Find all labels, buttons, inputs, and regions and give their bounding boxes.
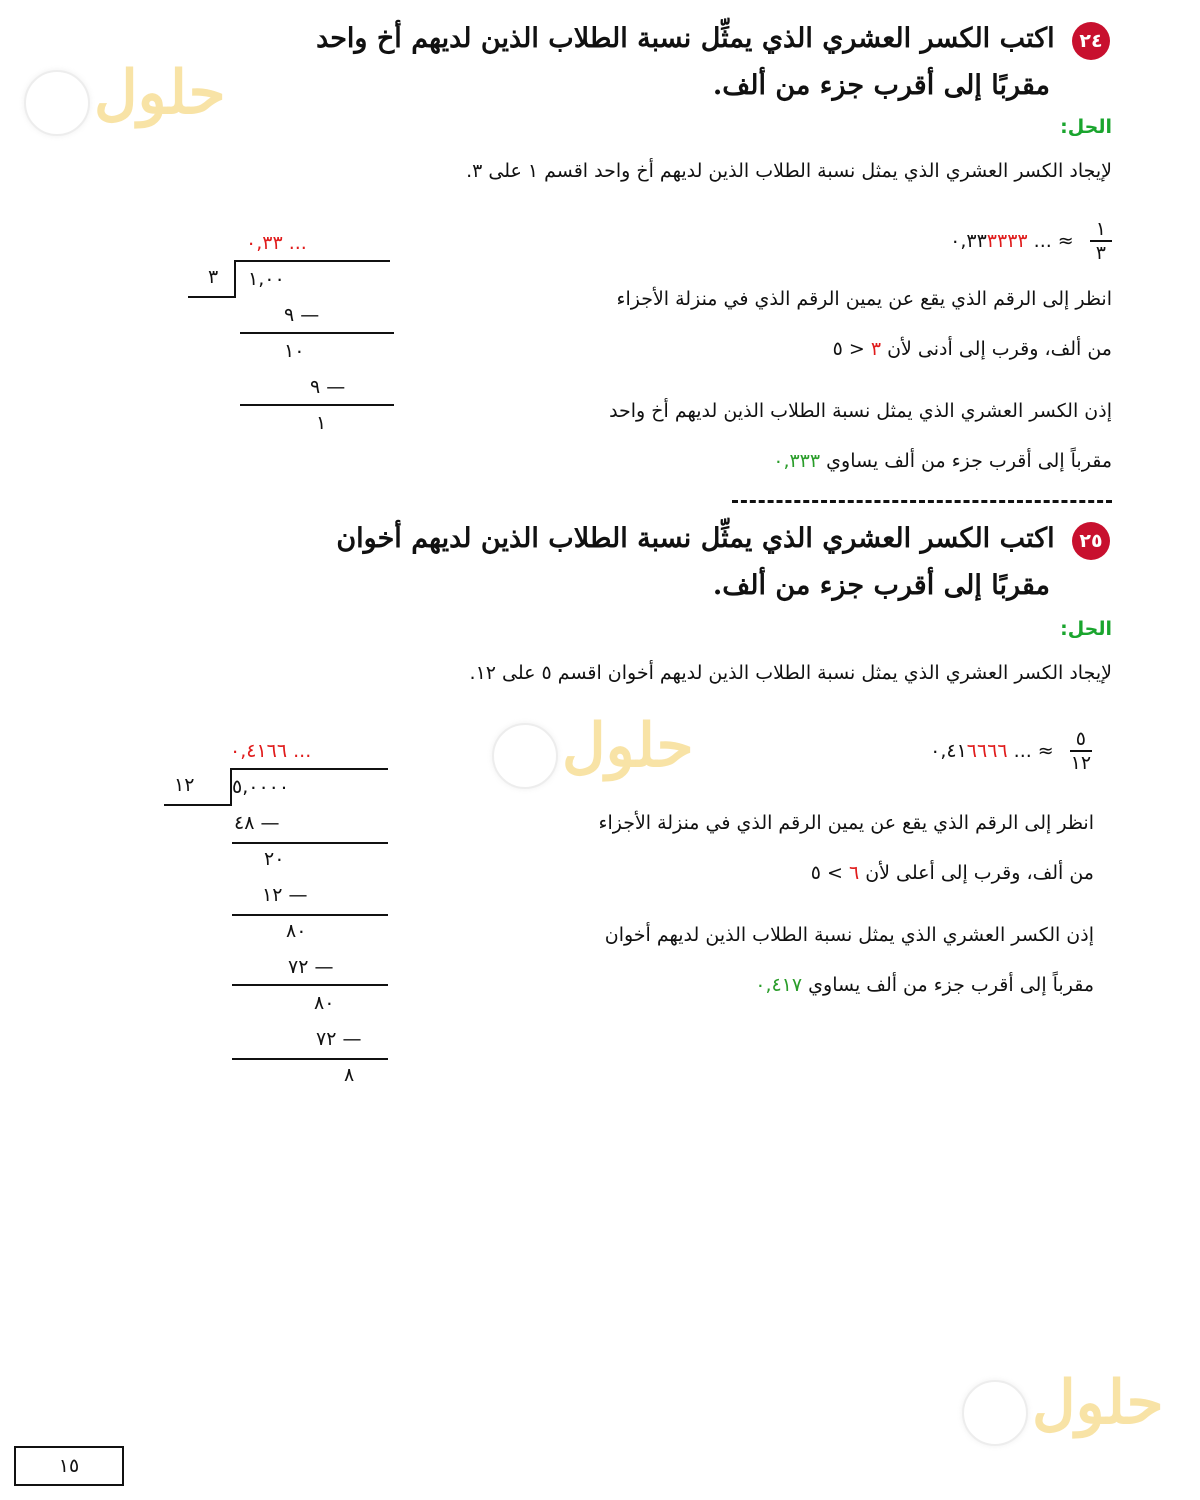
fraction [1070, 728, 1092, 774]
question-number-badge: ٢٥ [1072, 522, 1110, 560]
question-title-line1: ٢٤ اكتب الكسر العشري الذي يمثِّل نسبة الطلاب الذين لديهم أخ واحد [316, 22, 1110, 60]
question-number-badge: ٢٤ [1072, 22, 1110, 60]
watermark-logo-top-left [24, 58, 234, 142]
solution-label: الحل: [1060, 116, 1112, 138]
fraction-numerator: ٥ [1070, 728, 1092, 752]
answer-value: ٠,٣٣٣ [773, 450, 821, 472]
long-division [188, 230, 398, 440]
quotient: ٠,٣٣ ... [246, 232, 307, 254]
division-step: ٨ [344, 1064, 355, 1086]
solution-intro: لإيجاد الكسر العشري الذي يمثل نسبة الطلاب الذين لديهم أخوان اقسم ٥ على ١٢. [469, 662, 1112, 684]
question-title-line2: مقربًا إلى أقرب جزء من ألف. [712, 70, 1050, 101]
fraction-denominator: ١٢ [1070, 752, 1092, 774]
dividend: ١,٠٠ [248, 268, 285, 290]
logo-circle-icon [962, 1380, 1028, 1446]
look-line2: من ألف، وقرب إلى أدنى لأن ٣ < ٥ [832, 338, 1112, 360]
divisor: ١٢ [174, 774, 195, 796]
dividend: ٥,٠٠٠٠ [232, 776, 290, 798]
division-step: ٧٢ — [288, 956, 334, 978]
look-line1: انظر إلى الرقم الذي يقع عن يمين الرقم الذي في منزلة الأجزاء [616, 288, 1112, 310]
division-step: ٨٠ [314, 992, 335, 1014]
solution-label: الحل: [1060, 618, 1112, 640]
conclusion-line2: مقرباً إلى أقرب جزء من ألف يساوي ٠,٣٣٣ [773, 450, 1112, 472]
division-step: ٢٠ [264, 848, 285, 870]
solution-intro: لإيجاد الكسر العشري الذي يمثل نسبة الطلاب الذين لديهم أخ واحد اقسم ١ على ٣. [466, 160, 1112, 182]
division-step: ٤٨ — [234, 812, 280, 834]
approx-value: ≈ ... ٠,٣٣٣٣٣٣ [950, 229, 1074, 252]
conclusion-line1: إذن الكسر العشري الذي يمثل نسبة الطلاب الذين لديهم أخوان [604, 924, 1094, 946]
page-number: ١٥ [14, 1446, 124, 1486]
approx-value: ≈ ... ٠,٤١٦٦٦٦ [930, 739, 1054, 762]
division-step: ١٢ — [262, 884, 308, 906]
fraction-denominator: ٣ [1095, 242, 1106, 264]
division-step: ١ [316, 412, 327, 434]
question-25 [336, 522, 1110, 560]
divisor: ٣ [208, 266, 219, 288]
question-title-line1: ٢٥ اكتب الكسر العشري الذي يمثِّل نسبة الطلاب الذين لديهم أخوان [336, 522, 1110, 560]
division-step: ٨٠ [286, 920, 307, 942]
division-step: ٧٢ — [316, 1028, 362, 1050]
question-title-line2: مقربًا إلى أقرب جزء من ألف. [712, 570, 1050, 601]
logo-circle-icon [24, 70, 90, 136]
division-step: ٩ — [310, 376, 346, 398]
watermark-text: حلول [562, 711, 694, 781]
separator [732, 500, 1112, 503]
fraction-approx [930, 728, 1092, 774]
division-step: ٩ — [284, 304, 320, 326]
watermark-text: حلول [1032, 1368, 1164, 1438]
watermark-text: حلول [94, 58, 226, 128]
conclusion-line1: إذن الكسر العشري الذي يمثل نسبة الطلاب الذين لديهم أخ واحد [609, 400, 1112, 422]
fraction-approx [950, 218, 1112, 264]
conclusion-line2: مقرباً إلى أقرب جزء من ألف يساوي ٠,٤١٧ [755, 974, 1094, 996]
division-step: ١٠ [284, 340, 305, 362]
watermark-logo-center [492, 711, 702, 795]
fraction [1090, 218, 1112, 264]
quotient: ٠,٤١٦٦ ... [230, 740, 312, 762]
long-division [164, 738, 404, 1098]
watermark-logo-bottom-right [962, 1368, 1172, 1452]
look-line2: من ألف، وقرب إلى أعلى لأن ٦ > ٥ [810, 862, 1094, 884]
logo-circle-icon [492, 723, 558, 789]
answer-value: ٠,٤١٧ [755, 974, 803, 996]
question-24 [316, 22, 1110, 60]
fraction-numerator: ١ [1090, 218, 1112, 242]
look-line1: انظر إلى الرقم الذي يقع عن يمين الرقم الذي في منزلة الأجزاء [598, 812, 1094, 834]
